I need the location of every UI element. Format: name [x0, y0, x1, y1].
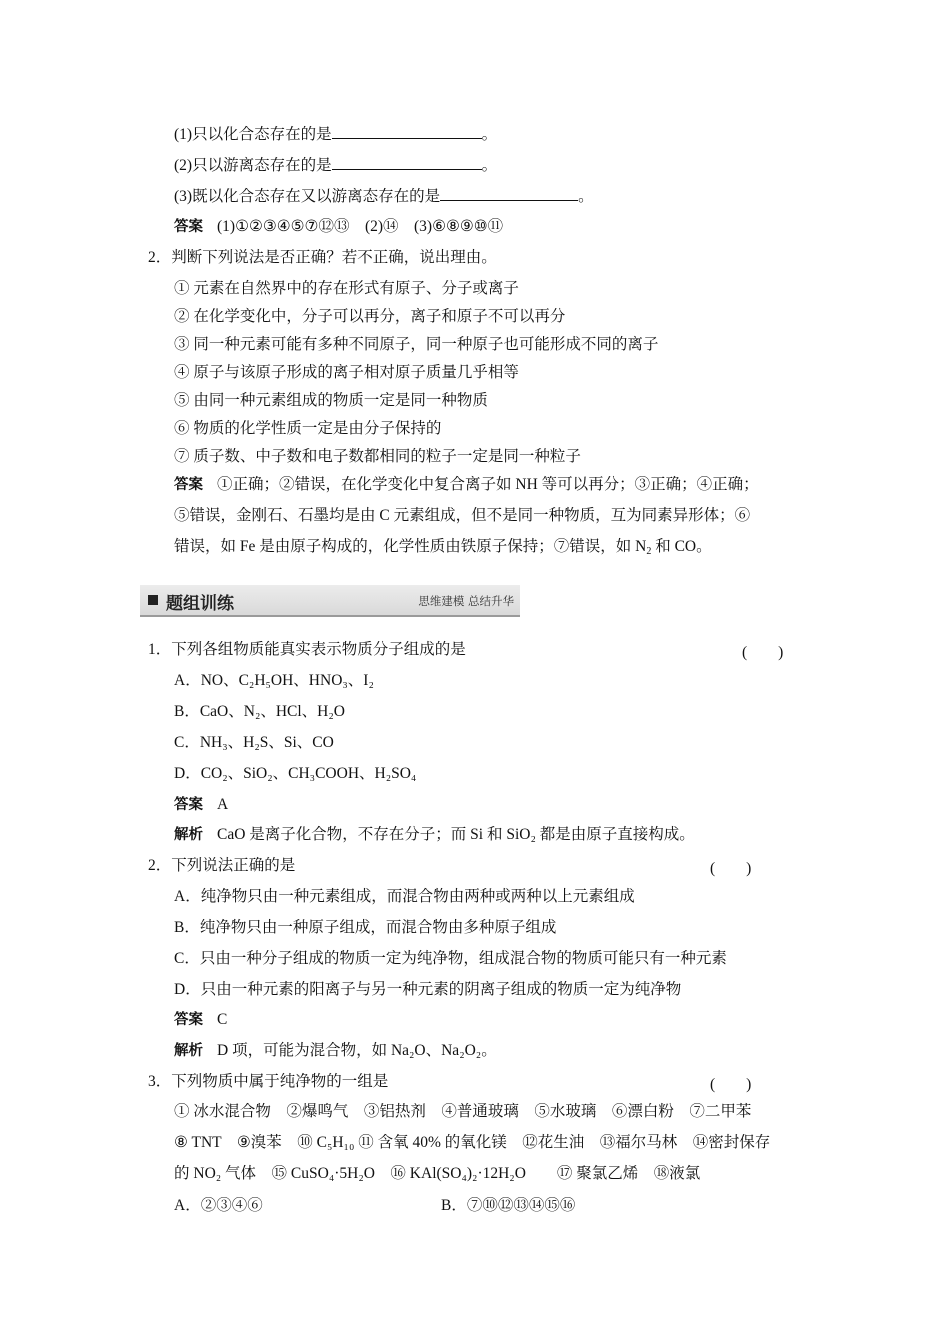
fill-question-2-text: (2)只以游离态存在的是 — [174, 157, 332, 174]
answer-2-text-3a: 错误，如 Fe 是由原子构成的，化学性质由铁原子保持；⑦错误，如 N — [174, 538, 647, 555]
statement-4: ④ 原子与该原子形成的离子相对原子质量几乎相等 — [174, 364, 519, 381]
answer-2-line-3 — [174, 537, 712, 557]
item-number: 2． — [148, 249, 172, 266]
question-text: 下列各组物质能真实表示物质分子组成的是 — [171, 641, 466, 658]
answer-paren[interactable]: ( ) — [742, 644, 784, 661]
fill-question-2 — [174, 155, 497, 176]
item-2-text: 判断下列说法是否正确？若不正确，说出理由。 — [171, 249, 497, 266]
answer-blank[interactable] — [332, 124, 482, 139]
answer-text: (1)①②③④⑤⑦⑫⑬ (2)⑭ (3)⑥⑧⑨⑩⑪ — [217, 218, 504, 235]
option-b[interactable]: B．纯净物只由一种原子组成，而混合物由多种原子组成 — [174, 919, 557, 936]
option-a[interactable]: A．NO、C₂H₅OH、HNO₃、I₂ — [174, 672, 374, 689]
square-bullet-icon — [148, 595, 158, 605]
question-text: 下列说法正确的是 — [171, 857, 296, 874]
fill-question-1 — [174, 124, 497, 145]
analysis-line — [174, 825, 695, 845]
substance-list-line-1: ① 冰水混合物 ②爆鸣气 ③铝热剂 ④普通玻璃 ⑤水玻璃 ⑥漂白粉 ⑦二甲苯 — [174, 1103, 752, 1120]
answer-line — [174, 1010, 227, 1030]
fill-question-3-text: (3)既以化合态存在又以游离态存在的是 — [174, 188, 441, 205]
section-subtitle: 思维建模 总结升华 — [418, 594, 514, 608]
answer-2-text-3b: 和 CO。 — [651, 538, 712, 555]
option-b[interactable]: B．CaO、N₂、HCl、H₂O — [174, 703, 345, 720]
analysis-text: CaO 是离子化合物，不存在分子；而 Si 和 SiO₂ 都是由原子直接构成。 — [217, 826, 695, 843]
option-d[interactable]: D．CO₂、SiO₂、CH₃COOH、H₂SO₄ — [174, 765, 417, 782]
answer-label: 答案 — [174, 1012, 203, 1028]
question-number: 3． — [148, 1073, 172, 1090]
option-c[interactable]: C．NH₃、H₂S、Si、CO — [174, 734, 334, 751]
question-number: 1． — [148, 641, 172, 658]
analysis-line — [174, 1041, 497, 1061]
analysis-text: D 项，可能为混合物，如 Na₂O、Na₂O₂。 — [217, 1042, 497, 1059]
answer-blank[interactable] — [440, 186, 578, 201]
subscript: 2 — [646, 546, 652, 557]
answer-paren[interactable]: ( ) — [710, 860, 752, 877]
statement-3: ③ 同一种元素可能有多种不同原子，同一种原子也可能形成不同的离子 — [174, 336, 659, 353]
substance-list-line-2: ⑧ TNT ⑨溴苯 ⑩ C₅H₁₀ ⑪ 含氧 40% 的氧化镁 ⑫花生油 ⑬福尔马林 ⑭密封保存 — [174, 1134, 771, 1151]
answer-value: A — [217, 796, 229, 813]
fill-question-3 — [174, 186, 594, 207]
question-number: 2． — [148, 857, 172, 874]
option-a[interactable]: A．纯净物只由一种元素组成，而混合物由两种或两种以上元素组成 — [174, 888, 635, 905]
answer-2-text-1: ①正确；②错误，在化学变化中复合离子如 NH 等可以再分；③正确；④正确； — [217, 476, 759, 493]
analysis-label: 解析 — [174, 1043, 203, 1059]
answer-value: C — [217, 1011, 228, 1028]
answer-blank[interactable] — [332, 155, 482, 170]
statement-6: ⑥ 物质的化学性质一定是由分子保持的 — [174, 420, 442, 437]
section-banner — [140, 585, 520, 617]
question-3-stem — [148, 1072, 388, 1092]
answer-label: 答案 — [174, 797, 203, 813]
analysis-label: 解析 — [174, 827, 203, 843]
period: 。 — [578, 188, 594, 205]
answer-line — [174, 795, 228, 815]
statement-1: ① 元素在自然界中的存在形式有原子、分子或离子 — [174, 280, 519, 297]
period: 。 — [481, 157, 498, 174]
section-title: 题组训练 — [166, 594, 234, 614]
fill-question-1-text: (1)只以化合态存在的是 — [174, 126, 332, 143]
answer-line-1 — [174, 217, 503, 237]
option-c[interactable]: C．只由一种分子组成的物质一定为纯净物，组成混合物的物质可能只有一种元素 — [174, 950, 727, 967]
answer-label: 答案 — [174, 477, 203, 493]
question-text: 下列物质中属于纯净物的一组是 — [171, 1073, 389, 1090]
statement-5: ⑤ 由同一种元素组成的物质一定是同一种物质 — [174, 392, 488, 409]
answer-2-line-2: ⑤错误，金刚石、石墨均是由 C 元素组成，但不是同一种物质，互为同素异形体；⑥ — [174, 507, 751, 524]
option-a[interactable]: A．②③④⑥ — [174, 1197, 263, 1214]
question-2-stem — [148, 856, 295, 876]
answer-2-line-1 — [174, 475, 759, 495]
statement-7: ⑦ 质子数、中子数和电子数都相同的粒子一定是同一种粒子 — [174, 448, 581, 465]
answer-paren[interactable]: ( ) — [710, 1076, 752, 1093]
item-2-heading — [148, 248, 497, 268]
answer-label: 答案 — [174, 219, 203, 235]
statement-2: ② 在化学变化中，分子可以再分，离子和原子不可以再分 — [174, 308, 566, 325]
option-d[interactable]: D．只由一种元素的阳离子与另一种元素的阴离子组成的物质一定为纯净物 — [174, 981, 682, 998]
option-b[interactable]: B．⑦⑩⑫⑬⑭⑮⑯ — [441, 1197, 576, 1214]
question-1-stem — [148, 640, 466, 660]
substance-list-line-3: 的 NO₂ 气体 ⑮ CuSO₄·5H₂O ⑯ KAl(SO₄)₂·12H₂O ⑰ 聚氯乙烯 ⑱液氯 — [174, 1165, 701, 1182]
period: 。 — [481, 126, 498, 143]
